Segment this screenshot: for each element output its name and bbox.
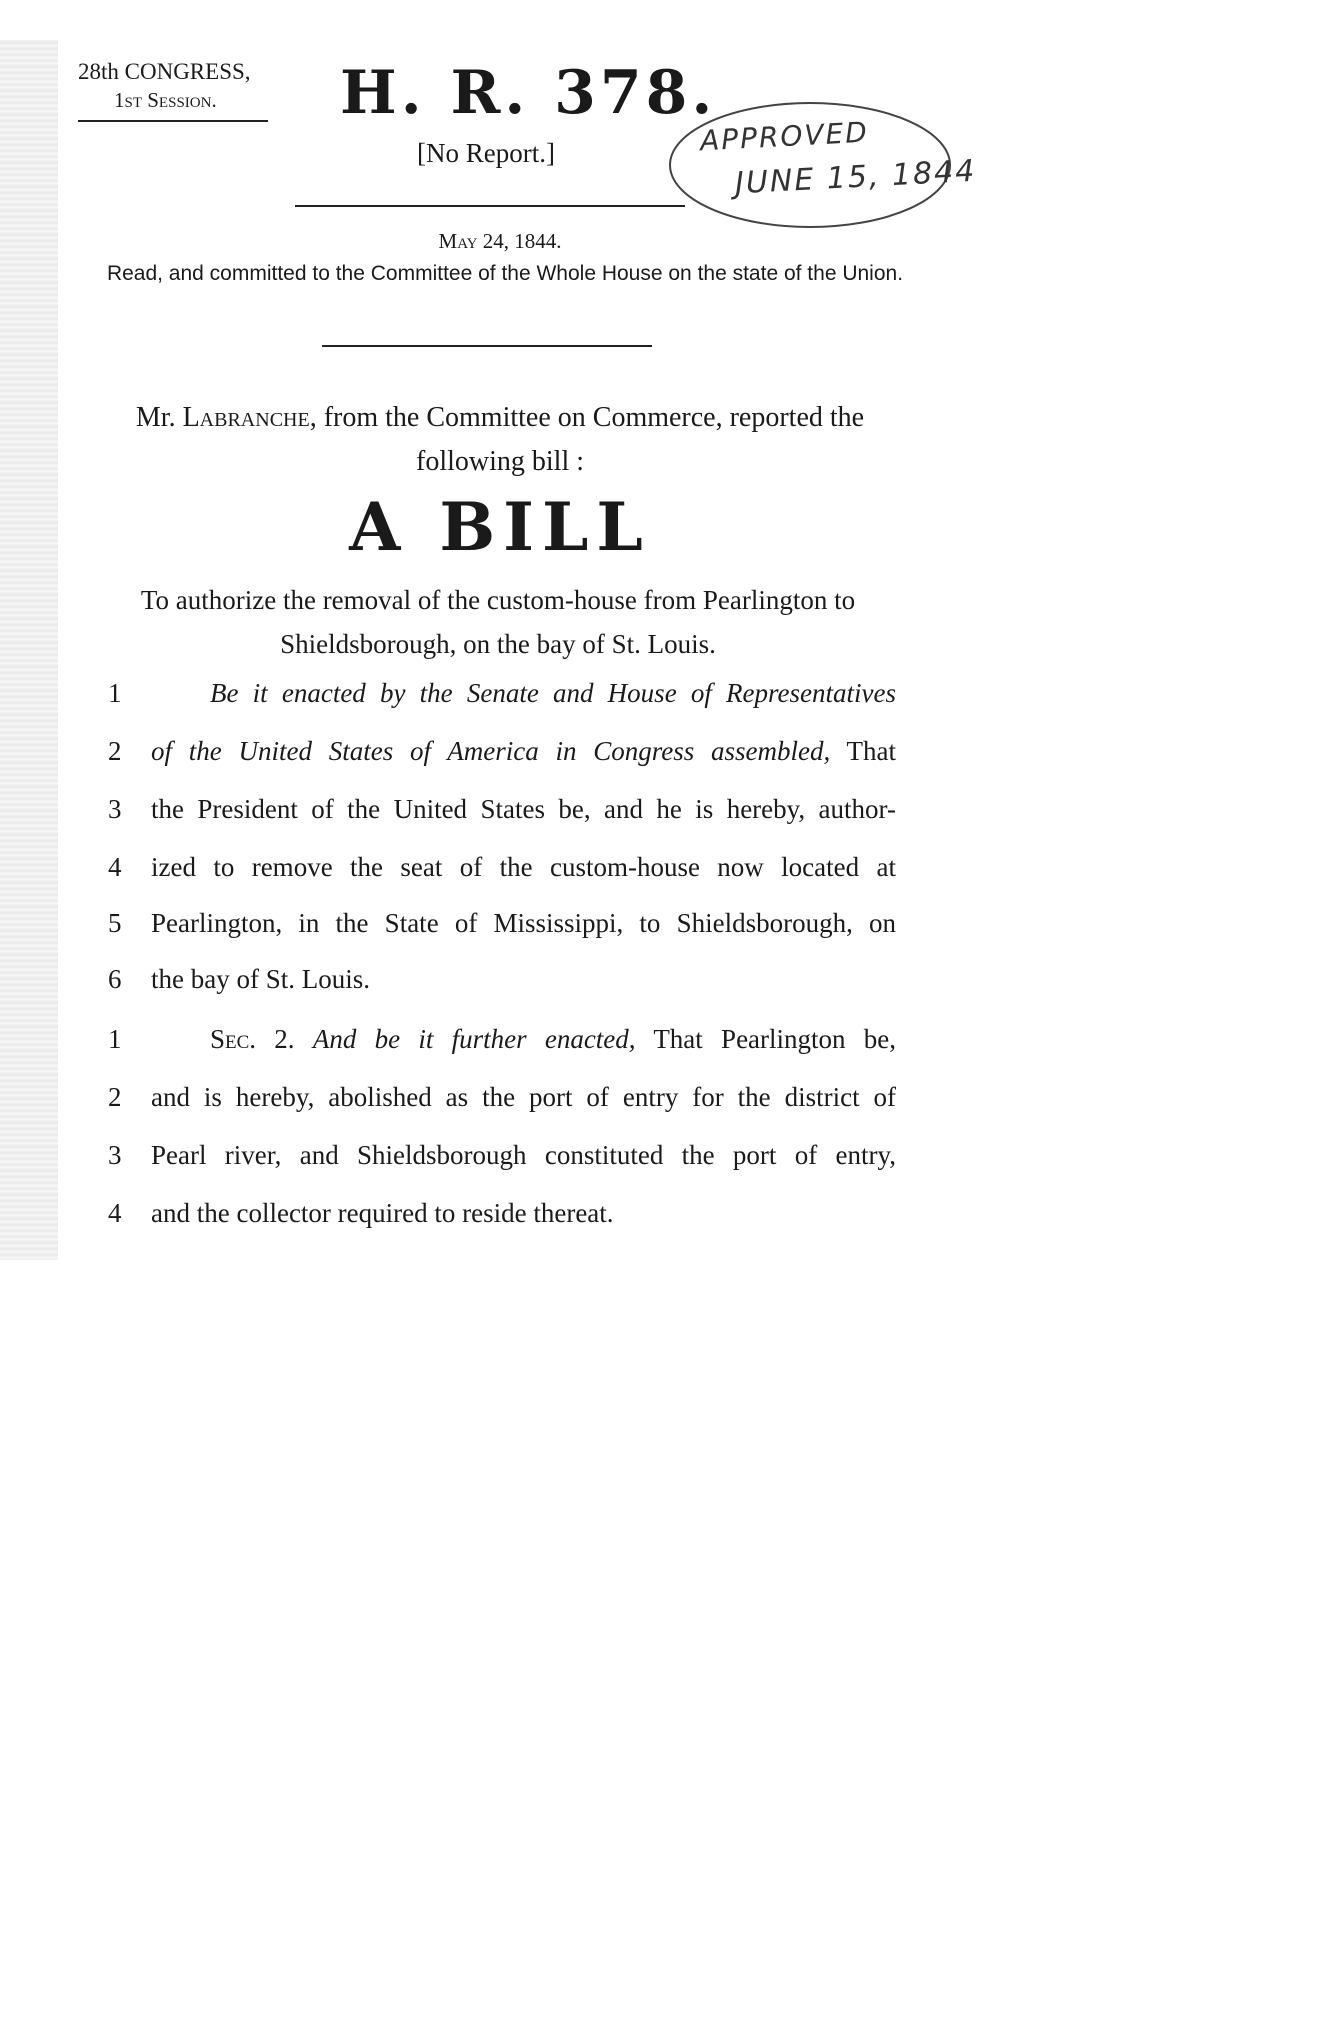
sponsor-prefix: Mr. bbox=[135, 402, 183, 433]
congress-underline bbox=[78, 120, 268, 122]
no-report-label: [No Report.] bbox=[417, 138, 555, 168]
further-enacted-clause: And be it further enacted, bbox=[312, 1024, 636, 1054]
approved-date-handwriting: JUNE 15, 1844 bbox=[734, 153, 978, 202]
line-text: the President of the United States be, and he is hereby, author- bbox=[151, 794, 896, 824]
approved-handwriting: APPROVED bbox=[699, 115, 870, 158]
session-label: 1st Session. bbox=[114, 88, 217, 112]
bill-date: May 24, 1844. bbox=[438, 229, 562, 253]
line-text-rest: That bbox=[830, 736, 896, 766]
section-label: Sec. 2. bbox=[210, 1024, 295, 1054]
line-number: 1 bbox=[108, 1024, 122, 1054]
line-number: 3 bbox=[108, 794, 122, 824]
sponsor-name: Labranche bbox=[182, 402, 310, 433]
scan-edge-shadow bbox=[0, 40, 58, 1260]
line-text: ized to remove the seat of the custom-house now located at bbox=[151, 852, 896, 882]
bill-heading: A BILL bbox=[349, 488, 651, 566]
divider-rule-2 bbox=[322, 345, 652, 347]
bill-title: To authorize the removal of the custom-house from Pearlington to Shieldsborough, on the bay of St. Louis. bbox=[140, 585, 856, 659]
congress-session-block bbox=[78, 58, 268, 114]
enacting-clause: of the United States of America in Congress assembled, bbox=[151, 736, 831, 766]
line-text: the bay of St. Louis. bbox=[151, 964, 370, 994]
line-text: and is hereby, abolished as the port of entry for the district of bbox=[151, 1082, 896, 1112]
line-number: 1 bbox=[108, 678, 122, 708]
line-text bbox=[210, 1022, 896, 1056]
divider-rule bbox=[295, 205, 685, 207]
line-number: 6 bbox=[108, 964, 122, 994]
bill-number: H. R. 378. bbox=[340, 58, 717, 128]
line-text bbox=[151, 734, 896, 768]
line-number: 2 bbox=[108, 1082, 122, 1112]
line-text: Be it enacted by the Senate and House of Representatives bbox=[210, 678, 896, 708]
line-number: 5 bbox=[108, 908, 122, 938]
sponsor-rest: , from the Committee on Commerce, reported the following bill : bbox=[309, 402, 865, 477]
line-number: 4 bbox=[108, 1198, 122, 1228]
line-text: Pearlington, in the State of Mississippi, to Shieldsborough, on bbox=[151, 908, 896, 938]
congress-label: 28th CONGRESS, bbox=[78, 59, 251, 84]
line-number: 2 bbox=[108, 736, 122, 766]
sponsor-statement bbox=[100, 396, 900, 484]
line-text: Pearl river, and Shieldsborough constituted the port of entry, bbox=[151, 1140, 896, 1170]
line-number: 4 bbox=[108, 852, 122, 882]
line-text: and the collector required to reside thereat. bbox=[151, 1198, 614, 1228]
line-number: 3 bbox=[108, 1140, 122, 1170]
line-text-rest: That Pearlington be, bbox=[635, 1024, 897, 1054]
read-committed-note: Read, and committed to the Committee of the Whole House on the state of the Union. bbox=[106, 262, 904, 285]
